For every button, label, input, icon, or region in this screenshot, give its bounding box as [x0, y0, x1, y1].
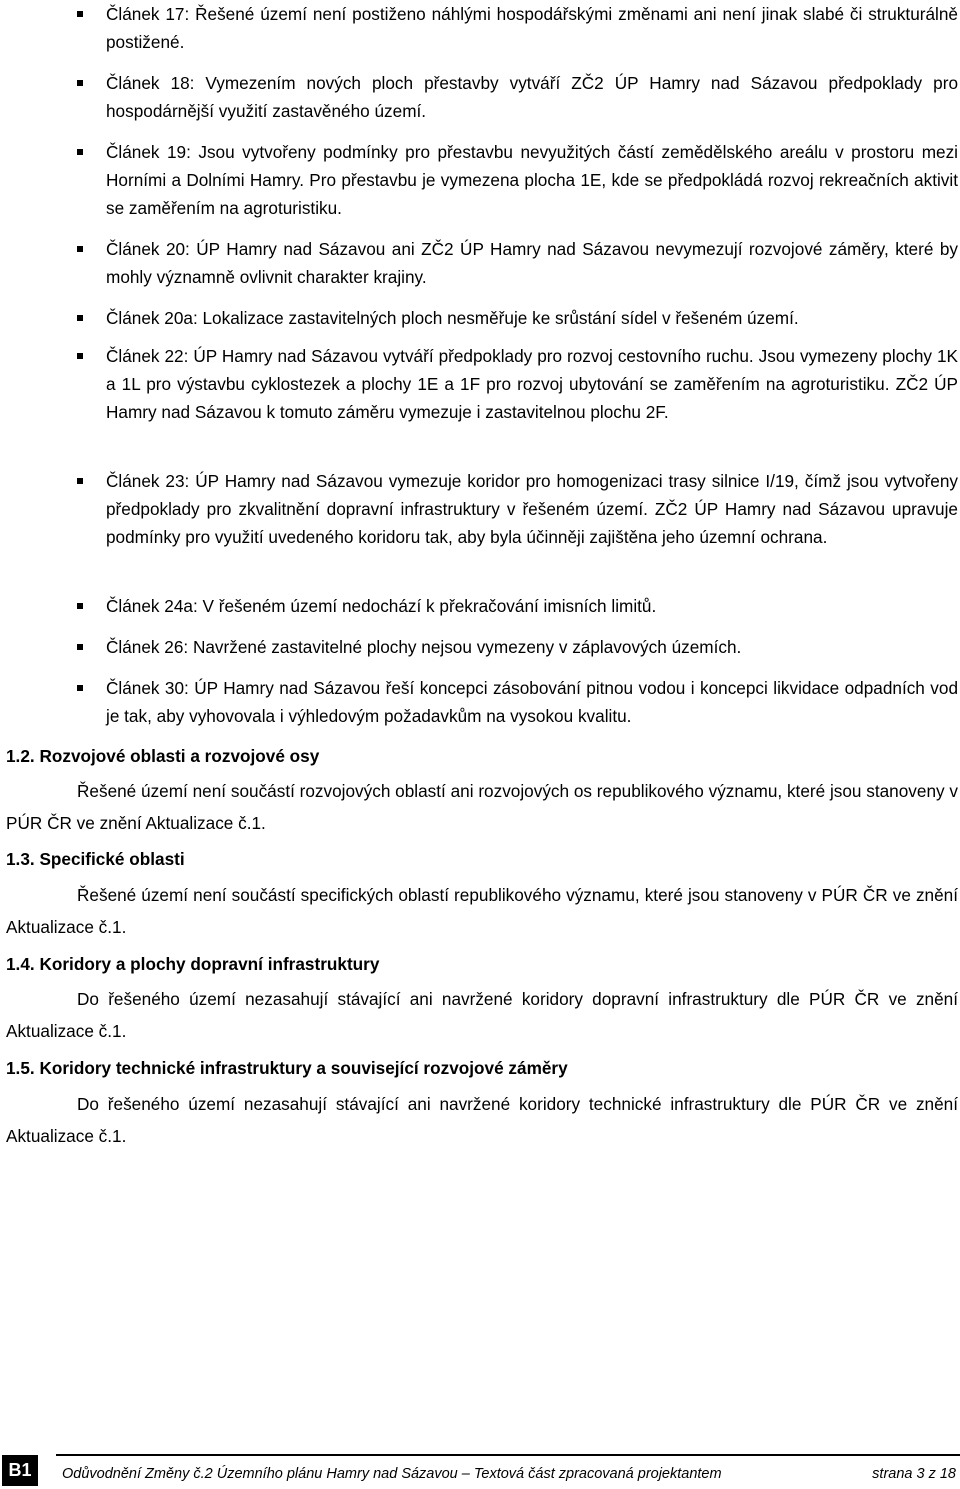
bullet-icon [77, 11, 83, 17]
article-text: Článek 20a: Lokalizace zastavitelných ploch nesměřuje ke srůstání sídel v řešeném území. [106, 308, 799, 328]
article-text: Článek 30: ÚP Hamry nad Sázavou řeší koncepci zásobování pitnou vodou i koncepci likvidace odpadních vod je tak, aby vyhovovala i výhledovým požadavkům na vysokou kvalitu. [106, 678, 958, 726]
section-paragraph: Do řešeného území nezasahují stávající ani navržené koridory technické infrastruktury dle PÚR ČR ve znění Aktualizace č.1. [6, 1094, 958, 1146]
article-text: Článek 19: Jsou vytvořeny podmínky pro přestavbu nevyužitých částí zemědělského areálu v prostoru mezi Horními a Dolními Hamry. Pro přestavbu je vymezena plocha 1E, kde se předpokládá rozvoj rekreačních aktivit se zaměřením na agroturistiku. [106, 142, 958, 218]
section-paragraph: Do řešeného území nezasahují stávající ani navržené koridory dopravní infrastruktury dle PÚR ČR ve znění Aktualizace č.1. [6, 989, 958, 1041]
section-heading: 1.5. Koridory technické infrastruktury a související rozvojové záměry [6, 1058, 568, 1078]
bullet-icon [77, 644, 83, 650]
page-footer [0, 1452, 960, 1489]
section-heading: 1.3. Specifické oblasti [6, 849, 185, 869]
bullet-icon [77, 149, 83, 155]
section-heading: 1.4. Koridory a plochy dopravní infrastruktury [6, 954, 380, 974]
footer-divider [56, 1454, 960, 1456]
section-heading: 1.2. Rozvojové oblasti a rozvojové osy [6, 746, 320, 766]
article-text: Článek 22: ÚP Hamry nad Sázavou vytváří předpoklady pro rozvoj cestovního ruchu. Jsou vymezeny plochy 1K a 1L pro výstavbu cyklostezek a plochy 1E a 1F pro rozvoj ubytování se zaměřením na agroturistiku. ZČ2 ÚP Hamry nad Sázavou k tomuto záměru vymezuje i zastavitelnou plochu 2F. [106, 346, 958, 422]
section-paragraph: Řešené území není součástí rozvojových oblastí ani rozvojových os republikového významu, které jsou stanoveny v PÚR ČR ve znění Aktualizace č.1. [6, 781, 958, 833]
bullet-icon [77, 478, 83, 484]
article-text: Článek 23: ÚP Hamry nad Sázavou vymezuje koridor pro homogenizaci trasy silnice I/19, čímž jsou vytvořeny předpoklady pro zkvalitnění dopravní infrastruktury v řešeném území. ZČ2 ÚP Hamry nad Sázavou upravuje podmínky pro využití uvedeného koridoru tak, aby byla účinněji zajištěna jeho územní ochrana. [106, 471, 958, 547]
bullet-icon [77, 603, 83, 609]
article-text: Článek 18: Vymezením nových ploch přestavby vytváří ZČ2 ÚP Hamry nad Sázavou předpoklady pro hospodárnější využití zastavěného území. [106, 73, 958, 121]
page-number: strana 3 z 18 [872, 1466, 956, 1482]
article-text: Článek 20: ÚP Hamry nad Sázavou ani ZČ2 ÚP Hamry nad Sázavou nevymezují rozvojové záměry, které by mohly významně ovlivnit charakter krajiny. [106, 239, 958, 287]
article-text: Článek 17: Řešené území není postiženo náhlými hospodářskými změnami ani není jinak slabé či strukturálně postižené. [106, 4, 958, 52]
footer-title: Odůvodnění Změny č.2 Územního plánu Hamry nad Sázavou – Textová část zpracovaná projektantem [62, 1466, 722, 1482]
bullet-icon [77, 685, 83, 691]
bullet-icon [77, 80, 83, 86]
footer-badge: B1 [2, 1455, 38, 1486]
section-paragraph: Řešené území není součástí specifických oblastí republikového významu, které jsou stanoveny v PÚR ČR ve znění Aktualizace č.1. [6, 885, 958, 937]
bullet-icon [77, 353, 83, 359]
article-text: Článek 24a: V řešeném území nedochází k překračování imisních limitů. [106, 596, 657, 616]
bullet-icon [77, 315, 83, 321]
article-text: Článek 26: Navržené zastavitelné plochy nejsou vymezeny v záplavových územích. [106, 637, 742, 657]
bullet-icon [77, 246, 83, 252]
